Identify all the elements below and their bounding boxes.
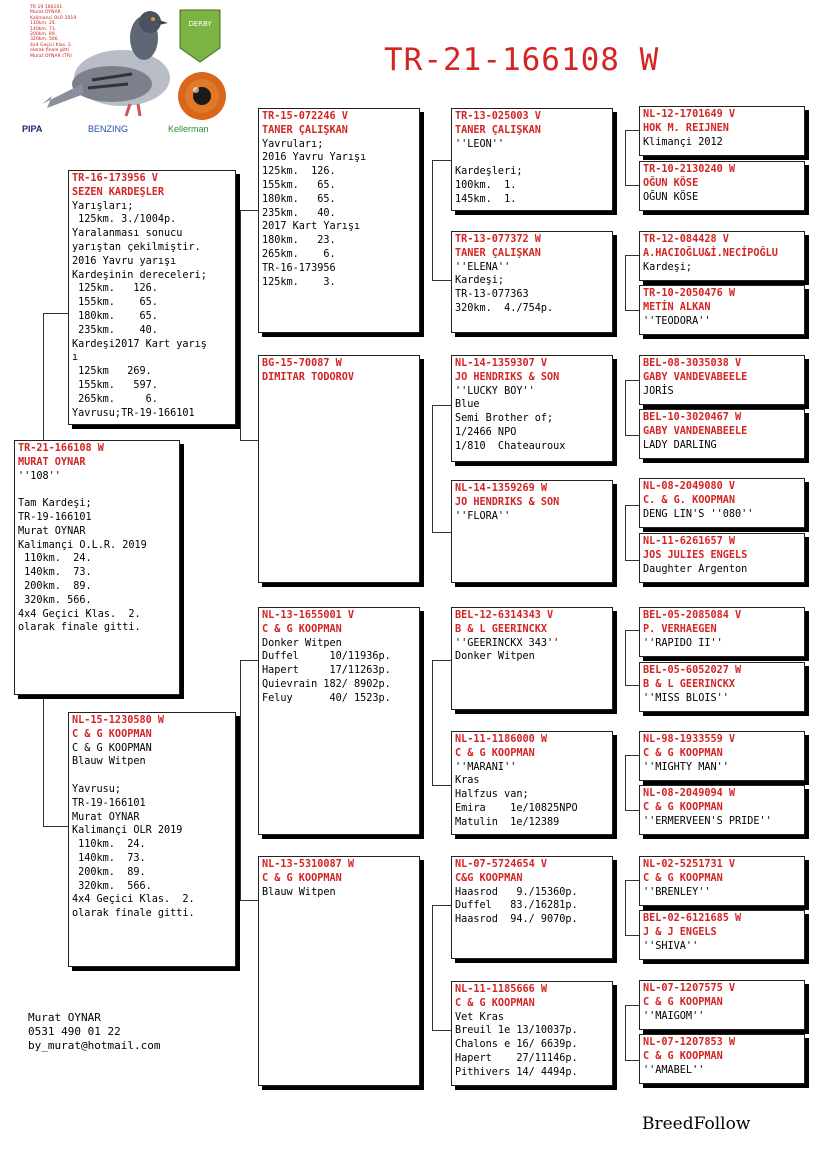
- info-line: Murat OYNAR: [18, 525, 86, 537]
- info-line: 2016 Yavru Yarışı: [262, 152, 367, 164]
- pedigree-box-g5: [639, 355, 805, 405]
- info-line: 125km. 126.: [262, 166, 336, 178]
- info-line: 125km 269.: [72, 366, 152, 378]
- breeder-name: JO HENDRIKS & SON: [455, 371, 560, 383]
- info-line: Tam Kardeşi;: [18, 498, 92, 510]
- ring-number: TR-12-084428 V: [643, 234, 729, 245]
- info-line: 140km. 73.: [18, 567, 92, 579]
- info-line: Quievrain 182/ 8902p.: [262, 678, 391, 690]
- info-line: ''ERMERVEEN'S PRIDE'': [643, 815, 772, 827]
- info-line: C & G KOOPMAN: [72, 742, 152, 754]
- pedigree-box-g2: [639, 161, 805, 211]
- info-line: Haasrod 94./ 9070p.: [455, 914, 578, 926]
- info-line: Kardeşleri;: [455, 166, 523, 178]
- page-title: TR-21-166108 W: [384, 42, 660, 78]
- ring-number: NL-11-1186000 W: [455, 734, 548, 745]
- info-line: 125km. 126.: [72, 283, 158, 295]
- info-line: ''108'': [18, 470, 61, 482]
- info-line: Daughter Argenton: [643, 563, 748, 575]
- info-line: Kardeşi;: [643, 261, 693, 273]
- info-line: OĞUN KÖSE: [643, 191, 699, 203]
- pedigree-box-g4: [639, 285, 805, 335]
- badge-text: DERBY: [188, 20, 212, 28]
- breeder-name: J & J ENGELS: [643, 926, 717, 938]
- info-line: DENG LIN'S ''080'': [643, 508, 754, 520]
- breeder-name: OĞUN KÖSE: [643, 177, 699, 189]
- info-line: 125km. 3./1004p.: [72, 214, 177, 226]
- info-line: [455, 151, 609, 165]
- info-line: Haasrod 9./15360p.: [455, 886, 578, 898]
- pedigree-box-sire-dam: [258, 355, 420, 583]
- breeder-name: MURAT OYNAR: [18, 456, 86, 468]
- pedigree-box-sire: [68, 170, 236, 425]
- pedigree-box-g10: [639, 662, 805, 712]
- pedigree-box-g7: [639, 478, 805, 528]
- info-line: Breuil 1e 13/10037p.: [455, 1025, 578, 1037]
- breeder-name: B & L GEERINCKX: [643, 678, 736, 690]
- info-line: JORİS: [643, 385, 674, 397]
- info-line: olarak finale gitti.: [18, 622, 141, 634]
- info-line: Yavruları;: [262, 138, 324, 150]
- info-line: 2016 Yavru yarışı: [72, 255, 177, 267]
- breeder-name: C & G KOOPMAN: [455, 747, 535, 759]
- breeder-name: C & G KOOPMAN: [643, 872, 723, 884]
- info-line: Chalons e 16/ 6639p.: [455, 1039, 578, 1051]
- info-line: Duffel 83./16281p.: [455, 900, 578, 912]
- info-line: 180km. 65.: [262, 193, 336, 205]
- info-line: Kardeşi;: [455, 275, 505, 287]
- breeder-name: GABY VANDENABEELE: [643, 425, 748, 437]
- ring-number: NL-13-1655001 V: [262, 610, 355, 621]
- info-line: 4x4 Geçici Klas. 2.: [18, 608, 141, 620]
- ring-number: NL-11-1185666 W: [455, 984, 548, 995]
- info-line: Donker Witpen: [455, 651, 535, 663]
- info-line: ''AMABEL'': [643, 1064, 705, 1076]
- info-line: 180km. 65.: [72, 310, 158, 322]
- info-line: 235km. 40.: [262, 207, 336, 219]
- breeder-name: C&G KOOPMAN: [455, 872, 523, 884]
- ring-number: NL-02-5251731 V: [643, 859, 736, 870]
- info-line: ''FLORA'': [455, 510, 511, 522]
- owner-phone: 0531 490 01 22: [28, 1025, 121, 1038]
- info-line: Yarışları;: [72, 200, 134, 212]
- ring-number: NL-98-1933559 V: [643, 734, 736, 745]
- info-line: ''ELENA'': [455, 261, 511, 273]
- info-line: 320km. 566.: [72, 880, 152, 892]
- ring-number: NL-07-1207853 W: [643, 1037, 736, 1048]
- ring-number: BEL-12-6314343 V: [455, 610, 554, 621]
- breeder-name: C & G KOOPMAN: [455, 997, 535, 1009]
- ring-number: NL-14-1359307 V: [455, 358, 548, 369]
- info-line: TR-19-166101: [18, 511, 92, 523]
- info-line: 320km. 4./754p.: [455, 302, 554, 314]
- brand-logo: BreedFollow: [642, 1114, 751, 1134]
- info-line: Kras: [455, 775, 480, 787]
- owner-contact: [28, 1011, 160, 1053]
- breeder-name: B & L GEERINCKX: [455, 623, 548, 635]
- info-line: TR-19-166101: [72, 797, 146, 809]
- info-line: Matulin 1e/12389: [455, 816, 560, 828]
- sponsor-kellerman-logo: Kellerman: [168, 124, 209, 134]
- info-line: 140km. 73.: [72, 852, 146, 864]
- ring-number: NL-08-2049080 V: [643, 481, 736, 492]
- pedigree-box-dsd: [451, 731, 613, 835]
- info-line: LADY DARLING: [643, 439, 717, 451]
- info-line: Kalimançi O.L.R. 2019: [18, 539, 147, 551]
- ring-number: NL-08-2049094 W: [643, 788, 736, 799]
- info-line: olarak finale gitti.: [72, 908, 195, 920]
- info-line: Yavrusu;: [72, 783, 122, 795]
- pedigree-box-g14: [639, 910, 805, 960]
- info-line: 200km. 89.: [18, 580, 92, 592]
- info-line: Donker Witpen: [262, 637, 342, 649]
- breeder-name: TANER ÇALIŞKAN: [262, 124, 348, 136]
- ring-number: BEL-02-6121685 W: [643, 913, 742, 924]
- ring-number: NL-11-6261657 W: [643, 536, 736, 547]
- breeder-name: TANER ÇALIŞKAN: [455, 247, 541, 259]
- pedigree-box-sss: [451, 108, 613, 211]
- pedigree-box-dam-sire: [258, 607, 420, 835]
- breeder-name: TANER ÇALIŞKAN: [455, 124, 541, 136]
- ring-number: BG-15-70087 W: [262, 358, 342, 369]
- ring-number: BEL-08-3035038 V: [643, 358, 742, 369]
- ring-number: TR-21-166108 W: [18, 443, 104, 454]
- info-line: ''MISS BLOIS'': [643, 692, 729, 704]
- info-line: 235km. 40.: [72, 324, 158, 336]
- info-line: Kalimançi OLR 2019: [72, 825, 183, 837]
- info-line: 180km. 23.: [262, 235, 336, 247]
- ring-number: TR-13-025003 V: [455, 111, 541, 122]
- info-line: 110km. 24.: [72, 839, 146, 851]
- pedigree-box-g12: [639, 785, 805, 835]
- info-line: 100km. 1.: [455, 179, 517, 191]
- info-line: Vet Kras: [455, 1011, 505, 1023]
- info-line: ''LEON'': [455, 138, 505, 150]
- info-line: yarıştan çekilmiştir.: [72, 241, 201, 253]
- info-line: ''BRENLEY'': [643, 886, 711, 898]
- ring-number: TR-13-077372 W: [455, 234, 541, 245]
- breeder-name: P. VERHAEGEN: [643, 623, 717, 635]
- breeder-name: C & G KOOPMAN: [262, 872, 342, 884]
- info-line: 2017 Kart Yarışı: [262, 221, 361, 233]
- breeder-name: A.HACIOĞLU&İ.NECİPOĞLU: [643, 247, 778, 259]
- ring-number: NL-07-5724654 V: [455, 859, 548, 870]
- breeder-name: C & G KOOPMAN: [643, 1050, 723, 1062]
- breeder-name: C. & G. KOOPMAN: [643, 494, 736, 506]
- pedigree-box-g3: [639, 231, 805, 281]
- pedigree-box-ddd: [451, 981, 613, 1086]
- info-line: ''MIGHTY MAN'': [643, 761, 729, 773]
- info-line: 1/2466 NPO: [455, 426, 517, 438]
- info-line: Yaralanması sonucu: [72, 228, 183, 240]
- info-line: Kardeşinin dereceleri;: [72, 269, 207, 281]
- breeder-name: C & G KOOPMAN: [72, 728, 152, 740]
- info-line: ''MAIGOM'': [643, 1010, 705, 1022]
- info-line: 1/810 Chateauroux: [455, 440, 566, 452]
- info-line: ''SHIVA'': [643, 940, 699, 952]
- breeder-name: C & G KOOPMAN: [262, 623, 342, 635]
- pedigree-box-g1: [639, 106, 805, 156]
- breeder-name: C & G KOOPMAN: [643, 747, 723, 759]
- info-line: Yavrusu;TR-19-166101: [72, 407, 195, 419]
- info-line: 200km. 89.: [72, 866, 146, 878]
- info-line: Blauw Witpen: [262, 886, 336, 898]
- ring-number: NL-07-1207575 V: [643, 983, 736, 994]
- info-line: 4x4 Geçici Klas. 2.: [72, 894, 195, 906]
- pedigree-box-g11: [639, 731, 805, 781]
- pedigree-box-g8: [639, 533, 805, 583]
- info-line: ı: [72, 352, 79, 364]
- info-line: 155km. 597.: [72, 379, 158, 391]
- info-line: Duffel 10/11936p.: [262, 651, 391, 663]
- info-line: Pithivers 14/ 4494p.: [455, 1066, 578, 1078]
- breeder-name: SEZEN KARDEŞLER: [72, 186, 165, 198]
- info-line: Semi Brother of;: [455, 413, 554, 425]
- pedigree-box-dam-dam: [258, 856, 420, 1086]
- pedigree-box-subject: [14, 440, 180, 695]
- pedigree-box-sds: [451, 355, 613, 462]
- info-line: TR-16-173956: [262, 262, 336, 274]
- sponsor-benzing-logo: BENZING: [88, 124, 129, 134]
- ring-number: TR-10-2050476 W: [643, 288, 736, 299]
- breeder-name: JO HENDRIKS & SON: [455, 496, 560, 508]
- pedigree-box-dds: [451, 856, 613, 959]
- info-line: ''RAPIDO II'': [643, 637, 723, 649]
- info-line: 155km. 65.: [72, 297, 158, 309]
- info-line: Halfzus van;: [455, 789, 529, 801]
- ring-number: TR-16-173956 V: [72, 173, 158, 184]
- breeder-name: GABY VANDEVABEELE: [643, 371, 748, 383]
- pedigree-box-dss: [451, 607, 613, 710]
- pedigree-box-dam: [68, 712, 236, 967]
- info-line: ''MARANI'': [455, 761, 517, 773]
- ring-number: NL-13-5310087 W: [262, 859, 355, 870]
- info-line: 125km. 3.: [262, 276, 336, 288]
- ring-number: TR-15-072246 V: [262, 111, 348, 122]
- pedigree-box-sdd: [451, 480, 613, 583]
- info-line: Kardeşi2017 Kart yarış: [72, 338, 207, 350]
- pedigree-box-g9: [639, 607, 805, 657]
- pedigree-box-g16: [639, 1034, 805, 1084]
- pedigree-box-g13: [639, 856, 805, 906]
- ring-number: TR-10-2130240 W: [643, 164, 736, 175]
- breeder-name: C & G KOOPMAN: [643, 801, 723, 813]
- ring-number: BEL-05-6052027 W: [643, 665, 742, 676]
- ring-number: NL-15-1230580 W: [72, 715, 165, 726]
- info-line: Blauw Witpen: [72, 756, 146, 768]
- info-line: Klimançi 2012: [643, 136, 723, 148]
- breeder-name: HOK M. REIJNEN: [643, 122, 729, 134]
- info-line: 265km. 6.: [262, 248, 336, 260]
- info-line: Emira 1e/10825NPO: [455, 802, 578, 814]
- breeder-name: C & G KOOPMAN: [643, 996, 723, 1008]
- ring-number: NL-12-1701649 V: [643, 109, 736, 120]
- sponsor-pipa-logo: PIPA: [22, 124, 43, 134]
- pedigree-box-g15: [639, 980, 805, 1030]
- header-card-text: TR 19 166101 Murat OYNAR Kalimanci OLR 2019 110km. 24. 140km. 73. 200km. 89. 320km. 566. 4x4 Geçici Klas. 2. olarak finale gitti Murat OYNAR (TR): [30, 5, 77, 59]
- breeder-name: METİN ALKAN: [643, 301, 711, 313]
- info-line: 145km. 1.: [455, 193, 517, 205]
- breeder-name: DIMITAR TODOROV: [262, 371, 355, 383]
- info-line: Blue: [455, 399, 480, 411]
- info-line: TR-13-077363: [455, 289, 529, 301]
- info-line: ''LUCKY BOY'': [455, 385, 535, 397]
- info-line: Feluy 40/ 1523p.: [262, 692, 391, 704]
- info-line: Hapert 17/11263p.: [262, 665, 391, 677]
- info-line: 155km. 65.: [262, 179, 336, 191]
- ring-number: BEL-05-2085084 V: [643, 610, 742, 621]
- info-line: Hapert 27/11146p.: [455, 1052, 578, 1064]
- ring-number: BEL-10-3020467 W: [643, 412, 742, 423]
- info-line: ''GEERINCKX 343'': [455, 637, 560, 649]
- info-line: 265km. 6.: [72, 393, 158, 405]
- pedigree-box-g6: [639, 409, 805, 459]
- info-line: 110km. 24.: [18, 553, 92, 565]
- info-line: [72, 769, 232, 783]
- breeder-name: JOS JULIES ENGELS: [643, 549, 748, 561]
- info-line: ''TEODORA'': [643, 315, 711, 327]
- pedigree-box-sire-sire: [258, 108, 420, 333]
- owner-name: Murat OYNAR: [28, 1011, 101, 1024]
- ring-number: NL-14-1359269 W: [455, 483, 548, 494]
- info-line: 320km. 566.: [18, 594, 92, 606]
- owner-email: by_murat@hotmail.com: [28, 1039, 161, 1052]
- pedigree-box-ssd: [451, 231, 613, 333]
- info-line: [18, 483, 176, 497]
- info-line: Murat OYNAR: [72, 811, 140, 823]
